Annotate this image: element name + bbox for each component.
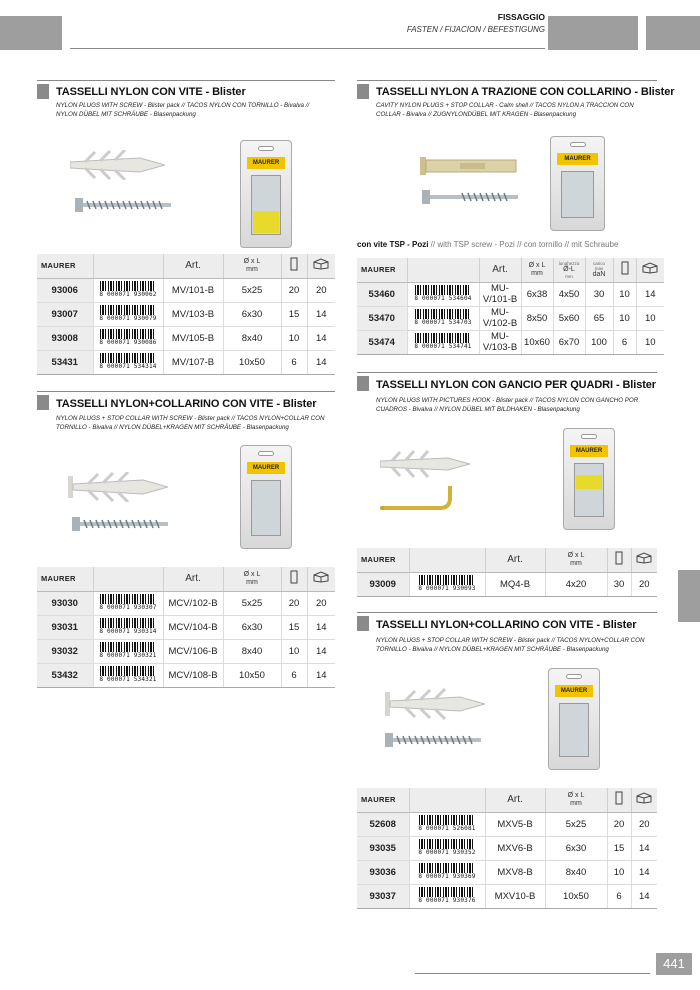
dimension: 5x25 — [223, 591, 281, 615]
article-code: MXV8-B — [485, 860, 545, 884]
section-description: NYLON PLUGS WITH PICTURES HOOK - Blister pack // TACOS NYLON CON GANCHO POR CUADROS - Bivalva // NYLON DÜBEL MIT BILDHAKEN - Blasenpackung — [376, 397, 639, 413]
carton-icon — [636, 552, 652, 564]
carton-icon — [636, 792, 652, 804]
product-code: 93036 — [357, 860, 409, 884]
package-logo: MAURER — [555, 685, 593, 697]
dim-header: Ø x L — [567, 791, 585, 799]
qty-pack: 6 — [281, 663, 307, 687]
table-row — [37, 278, 335, 302]
article-code: MU-V/101-B — [479, 282, 521, 306]
article-code: MCV/106-B — [163, 639, 223, 663]
product-table — [37, 254, 335, 375]
qty-carton: 14 — [631, 860, 657, 884]
product-code: 93007 — [37, 302, 93, 326]
table-row — [357, 860, 657, 884]
screw-icon — [385, 730, 485, 750]
qty-carton: 20 — [631, 812, 657, 836]
barcode — [418, 839, 475, 856]
barcode-number: 8 000071 534703 — [414, 319, 472, 326]
dimension: 8x40 — [223, 326, 281, 350]
article-code: MQ4-B — [485, 572, 545, 596]
barcode-number: 8 000071 534741 — [414, 343, 472, 350]
dimension: 6x30 — [223, 615, 281, 639]
article-code: MV/101-B — [163, 278, 223, 302]
blister-package — [240, 445, 292, 549]
dim-unit: mm — [570, 559, 582, 567]
product-code: 93032 — [37, 639, 93, 663]
capacity-tiny-label: carico — [592, 260, 605, 266]
brand-logo: MAURER — [41, 574, 76, 584]
art-header: Art. — [485, 548, 545, 572]
dimension: 10x60 — [521, 330, 553, 354]
product-image — [375, 440, 525, 530]
barcode-number: 8 000071 930086 — [99, 339, 157, 346]
nylon-plug-icon — [380, 450, 470, 478]
top-left-tab — [0, 16, 62, 50]
product-table — [357, 548, 657, 597]
category-title: FISSAGGIO — [497, 12, 545, 22]
qty-carton: 20 — [307, 591, 335, 615]
art-header: Art. — [163, 254, 223, 278]
dimension: 5x25 — [223, 278, 281, 302]
art-header: Art. — [479, 258, 521, 282]
article-code: MCV/108-B — [163, 663, 223, 687]
dim-unit: mm — [246, 578, 258, 586]
blister-package — [563, 428, 615, 530]
section-description: NYLON PLUGS + STOP COLLAR WITH SCREW - Blister pack // TACOS NYLON+COLLAR CON TORNILLO - Bivalva // NYLON DÜBEL+KRAGEN MIT SCHRÄUBE - Blasenpackung — [376, 637, 645, 653]
section-divider — [37, 391, 335, 392]
product-code: 53474 — [357, 330, 407, 354]
section-divider — [357, 372, 657, 373]
dimension: 10x50 — [223, 350, 281, 374]
article-code: MCV/102-B — [163, 591, 223, 615]
brand-logo: MAURER — [361, 795, 396, 805]
qty-pack: 20 — [607, 812, 631, 836]
barcode — [414, 309, 471, 326]
qty-pack: 10 — [607, 860, 631, 884]
product-code: 53470 — [357, 306, 407, 330]
article-code: MU-V/102-B — [479, 306, 521, 330]
table-header-row — [357, 258, 664, 282]
capacity-unit: daN — [592, 270, 606, 278]
max-load: 30 — [585, 282, 613, 306]
table-row — [37, 663, 335, 687]
capacity-tiny-label-2: max — [594, 265, 604, 271]
table-row — [37, 591, 335, 615]
barcode-number: 8 000071 930376 — [418, 897, 476, 904]
product-image — [400, 150, 530, 220]
subsection-label-rest: // with TSP screw - Pozi // con tornillo // mit Schraube — [428, 240, 619, 249]
section-title: TASSELLI NYLON CON GANCIO PER QUADRI - Blister — [376, 379, 656, 391]
barcode-number: 8 000071 930314 — [99, 628, 157, 635]
barcode — [99, 666, 156, 683]
barcode-number: 8 000071 930062 — [99, 291, 157, 298]
hang-hole — [581, 434, 597, 439]
product-code: 93035 — [357, 836, 409, 860]
carton-icon — [642, 262, 658, 274]
table-row — [37, 615, 335, 639]
table-row — [37, 326, 335, 350]
barcode — [418, 863, 475, 880]
barcode-number: 8 000071 930307 — [99, 604, 157, 611]
len-cap-header: Ø-L — [563, 265, 575, 273]
hang-hole — [570, 142, 586, 147]
product-image — [60, 462, 250, 552]
qty-pack: 15 — [281, 302, 307, 326]
product-code: 53432 — [37, 663, 93, 687]
product-image — [60, 140, 260, 250]
art-header: Art. — [485, 788, 545, 812]
product-table — [357, 788, 657, 909]
dimension: 6x30 — [545, 836, 607, 860]
dimension: 10x50 — [545, 884, 607, 908]
section-divider — [357, 80, 657, 81]
qty-pack: 10 — [281, 326, 307, 350]
qty-carton: 14 — [631, 884, 657, 908]
dimension: 8x40 — [545, 860, 607, 884]
qty-pack: 6 — [281, 350, 307, 374]
article-code: MV/107-B — [163, 350, 223, 374]
article-code: MV/103-B — [163, 302, 223, 326]
barcode-number: 8 000071 930079 — [99, 315, 157, 322]
barcode — [99, 618, 156, 635]
hang-hole — [258, 451, 274, 456]
section-marker — [37, 84, 49, 99]
qty-pack: 6 — [607, 884, 631, 908]
hang-hole — [566, 674, 582, 679]
table-row — [357, 330, 664, 354]
article-code: MXV6-B — [485, 836, 545, 860]
box-pieces-icon — [615, 551, 623, 565]
dimension: 8x50 — [521, 306, 553, 330]
package-logo: MAURER — [570, 445, 608, 457]
section-marker — [357, 376, 369, 391]
section-description: NYLON PLUGS + STOP COLLAR WITH SCREW - Blister pack // TACOS NYLON+COLLAR CON TORNILLO - Bivalva // NYLON DÜBEL+KRAGEN MIT SCHRÄUBE - Blasenpackung — [56, 415, 325, 431]
nylon-plug-collar-icon — [385, 688, 485, 720]
table-row — [357, 306, 664, 330]
product-code: 93037 — [357, 884, 409, 908]
barcode-number: 8 000071 930321 — [99, 652, 157, 659]
product-image — [380, 680, 530, 760]
barcode-number: 8 000071 534604 — [414, 295, 472, 302]
box-pieces-icon — [615, 791, 623, 805]
box-pieces-icon — [621, 261, 629, 275]
product-code: 53431 — [37, 350, 93, 374]
dim-header: Ø x L — [243, 257, 261, 265]
table-header-row — [37, 567, 335, 591]
brand-logo: MAURER — [41, 261, 76, 271]
brand-logo: MAURER — [361, 265, 396, 275]
barcode — [99, 594, 156, 611]
subsection-label-bold: con vite TSP - Pozi — [357, 240, 429, 249]
product-table — [357, 258, 664, 355]
qty-pack: 15 — [281, 615, 307, 639]
top-right-tab-2 — [646, 16, 700, 50]
box-pieces-icon — [290, 570, 298, 584]
dim-unit: mm — [246, 265, 258, 273]
qty-carton: 10 — [636, 306, 664, 330]
side-tab — [678, 570, 700, 622]
table-row — [357, 884, 657, 908]
screw-dimension: 6x70 — [553, 330, 585, 354]
article-code: MXV5-B — [485, 812, 545, 836]
dim-header: Ø x L — [528, 261, 546, 269]
blister-package — [240, 140, 292, 248]
package-logo: MAURER — [557, 153, 598, 165]
article-code: MCV/104-B — [163, 615, 223, 639]
blister-package — [548, 668, 600, 770]
max-load: 65 — [585, 306, 613, 330]
length-tiny-label: lunghezza — [558, 260, 580, 266]
qty-carton: 14 — [307, 302, 335, 326]
art-header: Art. — [163, 567, 223, 591]
barcode — [414, 285, 471, 302]
nylon-plug-collar-icon — [68, 472, 168, 502]
section-title: TASSELLI NYLON+COLLARINO CON VITE - Blister — [376, 619, 637, 631]
barcode-number: 8 000071 930369 — [418, 873, 476, 880]
qty-carton: 14 — [636, 282, 664, 306]
package-window — [251, 480, 281, 536]
section-marker — [37, 395, 49, 410]
barcode — [99, 642, 156, 659]
qty-carton: 14 — [307, 350, 335, 374]
qty-pack: 20 — [281, 278, 307, 302]
qty-pack: 10 — [613, 282, 636, 306]
brand-logo: MAURER — [361, 555, 396, 565]
screw-icon — [72, 514, 172, 534]
barcode — [418, 887, 475, 904]
article-code: MXV10-B — [485, 884, 545, 908]
qty-pack: 10 — [613, 306, 636, 330]
qty-pack: 15 — [607, 836, 631, 860]
qty-carton: 20 — [307, 278, 335, 302]
qty-carton: 14 — [307, 326, 335, 350]
barcode — [99, 329, 156, 346]
dim-header: Ø x L — [567, 551, 585, 559]
dimension: 10x50 — [223, 663, 281, 687]
category-subtitle: FASTEN / FIJACION / BEFESTIGUNG — [406, 25, 545, 34]
dim-header: Ø x L — [243, 570, 261, 578]
section-title: TASSELLI NYLON+COLLARINO CON VITE - Blister — [56, 398, 317, 410]
barcode-number: 8 000071 534321 — [99, 676, 157, 683]
barcode-number: 8 000071 526081 — [418, 825, 476, 832]
product-table — [37, 567, 335, 688]
package-hooks — [576, 475, 602, 489]
barcode — [418, 575, 475, 592]
dimension: 6x38 — [521, 282, 553, 306]
barcode — [99, 353, 156, 370]
table-header-row — [357, 548, 657, 572]
table-header-row — [357, 788, 657, 812]
qty-pack: 20 — [281, 591, 307, 615]
package-window — [559, 703, 589, 757]
dim-unit: mm — [570, 799, 582, 807]
section-description: NYLON PLUGS WITH SCREW - Blister pack // TACOS NYLON CON TORNILLO - Bivalva // NYLON DÜBEL MIT SCHRÄUBE - Blasenpackung — [56, 102, 310, 118]
table-row — [357, 836, 657, 860]
footer-divider — [415, 973, 650, 974]
product-code: 52608 — [357, 812, 409, 836]
qty-pack: 10 — [281, 639, 307, 663]
top-right-tab — [548, 16, 638, 50]
picture-hook-icon — [380, 482, 460, 518]
section-marker — [357, 84, 369, 99]
section-title: TASSELLI NYLON A TRAZIONE CON COLLARINO - Blister — [376, 86, 675, 98]
cavity-plug-icon — [420, 155, 520, 177]
product-code: 93008 — [37, 326, 93, 350]
dimension: 6x30 — [223, 302, 281, 326]
qty-pack: 6 — [613, 330, 636, 354]
table-row — [37, 302, 335, 326]
table-row — [357, 282, 664, 306]
section-divider — [37, 80, 335, 81]
product-code: 93006 — [37, 278, 93, 302]
header-divider — [70, 48, 545, 49]
barcode — [99, 305, 156, 322]
screw-icon — [75, 195, 175, 215]
barcode — [414, 333, 471, 350]
qty-carton: 14 — [307, 639, 335, 663]
section-title: TASSELLI NYLON CON VITE - Blister — [56, 86, 246, 98]
dimension: 5x25 — [545, 812, 607, 836]
table-row — [37, 639, 335, 663]
qty-carton: 20 — [631, 572, 657, 596]
barcode-number: 8 000071 534314 — [99, 363, 157, 370]
hang-hole — [258, 146, 274, 151]
subsection-label — [357, 240, 618, 249]
qty-carton: 14 — [631, 836, 657, 860]
package-logo: MAURER — [247, 462, 285, 474]
page-number: 441 — [656, 953, 692, 975]
barcode-number: 8 000071 930093 — [418, 585, 476, 592]
dim-unit: mm — [531, 269, 543, 277]
package-window — [561, 171, 594, 218]
blister-package — [550, 136, 605, 231]
carton-icon — [313, 571, 329, 583]
package-plugs — [253, 211, 279, 233]
package-window — [574, 463, 604, 517]
screw-icon — [422, 188, 522, 206]
section-divider — [357, 612, 657, 613]
section-description: CAVITY NYLON PLUGS + STOP COLLAR - Calm shell // TACOS NYLON A TRACCION CON COLLAR - Bivalva // ZUGNYLONDÜBEL MIT KRAGEN - Blasenpackung — [376, 102, 634, 118]
len-cap-unit: mm — [565, 273, 573, 279]
nylon-plug-icon — [70, 150, 165, 180]
box-pieces-icon — [290, 257, 298, 271]
screw-dimension: 4x50 — [553, 282, 585, 306]
barcode — [99, 281, 156, 298]
qty-pack: 30 — [607, 572, 631, 596]
package-logo: MAURER — [247, 157, 285, 169]
max-load: 100 — [585, 330, 613, 354]
table-row — [357, 812, 657, 836]
article-code: MV/105-B — [163, 326, 223, 350]
qty-carton: 14 — [307, 615, 335, 639]
carton-icon — [313, 258, 329, 270]
product-code: 93030 — [37, 591, 93, 615]
barcode — [418, 815, 475, 832]
barcode-number: 8 000071 930352 — [418, 849, 476, 856]
article-code: MU-V/103-B — [479, 330, 521, 354]
dimension: 8x40 — [223, 639, 281, 663]
product-code: 93009 — [357, 572, 409, 596]
qty-carton: 14 — [307, 663, 335, 687]
dimension: 4x20 — [545, 572, 607, 596]
section-marker — [357, 616, 369, 631]
table-row — [37, 350, 335, 374]
table-header-row — [37, 254, 335, 278]
table-row — [357, 572, 657, 596]
screw-dimension: 5x60 — [553, 306, 585, 330]
product-code: 93031 — [37, 615, 93, 639]
qty-carton: 10 — [636, 330, 664, 354]
product-code: 53460 — [357, 282, 407, 306]
